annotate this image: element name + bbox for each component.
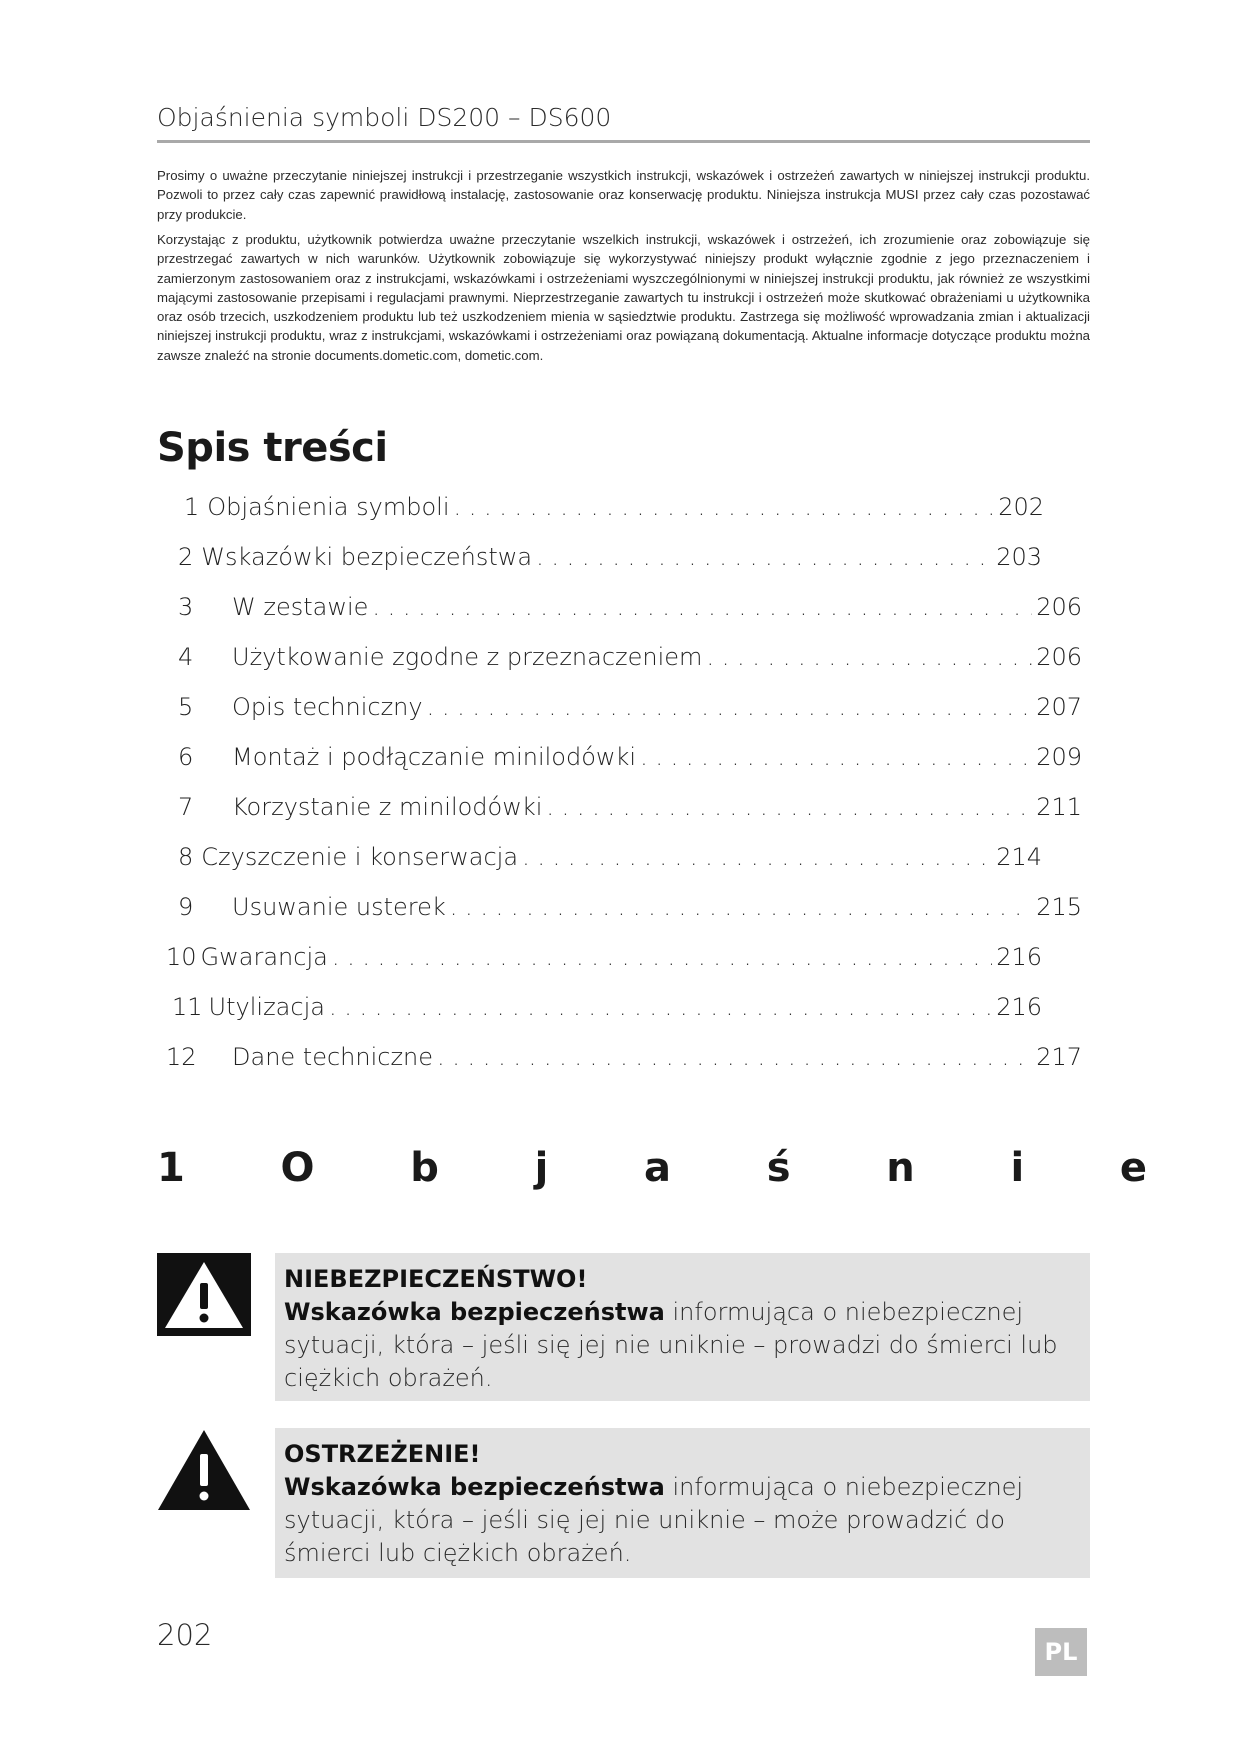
intro-paragraph-2: Korzystając z produktu, użytkownik potwierdza uważne przeczytanie wszelkich instrukcji, wskazówek i ostrzeżeń, ich zrozumienie oraz zobowiązuje się przestrzegać zawartych w nich warunków. Użytkownik zobowiązuje się wykorzystywać niniejszy produkt wyłącznie zgodnie z jego przeznaczeniem i zamierzonym zastosowaniem oraz z instrukcjami, wskazówkami i ostrzeżeniami wyszczególnionymi w niniejszej instrukcji produktu, jak również ze wszystkimi mającymi zastosowanie przepisami i regulacjami prawnymi. Nieprzestrzeganie zawartych tu instrukcji i ostrzeżeń może skutkować obrażeniami u użytkownika oraz osób trzecich, uszkodzeniem produktu lub też uszkodzeniem mienia w sąsiedztwie produktu. Zastrzega się możliwość wprowadzania zmian i aktualizacji niniejszej instrukcji produktu, wraz z instrukcjami, wskazówkami i ostrzeżeniami oraz powiązaną dokumentacją. Aktualne informacje dotyczące produktu można zawsze znaleźć na stronie documents.dometic.com, dometic.com. [157,232,1090,363]
toc-entry-page: 202 [998,493,1044,521]
warning-notice-body: informująca o niebezpiecznej sytuacji, która – jeśli się jej nie uniknie – może prowadzić do śmierci lub ciężkich obrażeń. [284,1473,1024,1567]
toc-entry[interactable] [172,993,1042,1033]
chapter-heading-char: O [280,1145,315,1191]
chapter-heading-char: i [1010,1145,1025,1191]
warning-notice-box [275,1428,1090,1578]
toc-entry-page: 215 [1036,893,1082,921]
toc-dot-leader [450,893,1032,921]
chapter-heading [157,1145,1147,1205]
toc-entry-page: 207 [1036,693,1082,721]
toc-entry[interactable] [178,593,1082,633]
danger-notice-text [284,1296,1074,1395]
toc-title: Spis treści [157,425,388,471]
warning-notice-lead: Wskazówka bezpieczeństwa [284,1473,665,1501]
toc-dot-leader [706,643,1032,671]
warning-triangle-icon [157,1428,251,1512]
toc-dot-leader [522,843,992,871]
toc-entry-number: 4 [178,643,194,671]
toc-entry-page: 217 [1036,1043,1082,1071]
toc-entry[interactable] [178,793,1082,833]
toc-entry-page: 206 [1036,593,1082,621]
toc-entry-title: W zestawie [232,593,369,621]
danger-warning-icon [157,1253,251,1336]
danger-notice-box [275,1253,1090,1401]
toc-entry[interactable] [166,1043,1082,1083]
warning-signal-word: OSTRZEŻENIE! [284,1440,481,1468]
toc-entry[interactable] [184,493,1044,533]
language-tab: PL [1035,1628,1087,1676]
toc-entry-title: Gwarancja [200,943,328,971]
toc-entry-number: 6 [178,743,194,771]
danger-notice-body: informująca o niebezpiecznej sytuacji, która – jeśli się jej nie uniknie – prowadzi do śmierci lub ciężkich obrażeń. [284,1298,1058,1392]
toc-entry-number: 3 [178,593,194,621]
toc-entry[interactable] [166,943,1042,983]
chapter-heading-char: j [534,1145,549,1191]
toc-entry-number: 5 [178,693,194,721]
toc-entry-title: Montaż i podłączanie minilodówki [232,743,637,771]
toc-entry-number: 9 [178,893,194,921]
toc-entry-number: 11 [172,993,203,1021]
toc-entry-page: 209 [1036,743,1082,771]
toc-entry-number: 10 [166,943,197,971]
toc-entry[interactable] [178,643,1082,683]
running-header: Objaśnienia symboli DS200 – DS600 [157,103,612,132]
toc-entry-title: Utylizacja [208,993,325,1021]
toc-entry-page: 203 [996,543,1042,571]
toc-dot-leader [640,743,1032,771]
toc-entry-number: 12 [166,1043,197,1071]
chapter-heading-char: ś [766,1145,791,1191]
toc-entry[interactable] [178,693,1082,733]
toc-entry-number: 1 [184,493,200,521]
toc-dot-leader [332,943,992,971]
intro-paragraph-1: Prosimy o uważne przeczytanie niniejszej instrukcji i przestrzeganie wszystkich instrukcji, wskazówek i ostrzeżeń zawartych w niniejszej instrukcji produktu. Pozwoli to przez cały czas zapewnić prawidłową instalację, zastosowanie oraz konserwację produktu. Niniejsza instrukcja MUSI przez cały czas pozostawać przy produkcie. [157,168,1090,222]
toc-entry-number: 7 [178,793,194,821]
toc-entry-title: Usuwanie usterek [232,893,446,921]
toc-entry-title: Czyszczenie i konserwacja [201,843,519,871]
toc-entry-title: Opis techniczny [232,693,423,721]
toc-entry-title: Dane techniczne [232,1043,434,1071]
toc-entry-page: 206 [1036,643,1082,671]
toc-entry-title: Objaśnienia symboli [207,493,450,521]
toc-entry-title: Korzystanie z minilodówki [232,793,543,821]
toc-entry-title: Wskazówki bezpieczeństwa [201,543,533,571]
danger-signal-word: NIEBEZPIECZEŃSTWO! [284,1265,588,1293]
chapter-heading-char: a [644,1145,672,1191]
toc-entry-page: 214 [996,843,1042,871]
toc-dot-leader [427,693,1033,721]
toc-dot-leader [546,793,1032,821]
toc-dot-leader [536,543,992,571]
toc-dot-leader [329,993,992,1021]
chapter-heading-char: b [410,1145,439,1191]
header-rule [157,140,1090,143]
toc-entry-title: Użytkowanie zgodne z przeznaczeniem [232,643,703,671]
toc-entry-number: 8 [178,843,194,871]
chapter-heading-char: e [1119,1145,1147,1191]
toc-entry[interactable] [178,843,1042,883]
toc-entry-page: 216 [996,993,1042,1021]
warning-notice-text [284,1471,1074,1570]
chapter-heading-char: n [886,1145,915,1191]
toc-entry-number: 2 [178,543,194,571]
toc-entry[interactable] [178,893,1082,933]
toc-entry[interactable] [178,543,1042,583]
toc-entry[interactable] [178,743,1082,783]
danger-notice-lead: Wskazówka bezpieczeństwa [284,1298,665,1326]
chapter-heading-char: 1 [157,1145,185,1191]
toc-dot-leader [437,1043,1032,1071]
toc-dot-leader [453,493,994,521]
page-number: 202 [157,1618,213,1652]
toc-dot-leader [372,593,1032,621]
toc-entry-page: 216 [996,943,1042,971]
toc-entry-page: 211 [1036,793,1082,821]
